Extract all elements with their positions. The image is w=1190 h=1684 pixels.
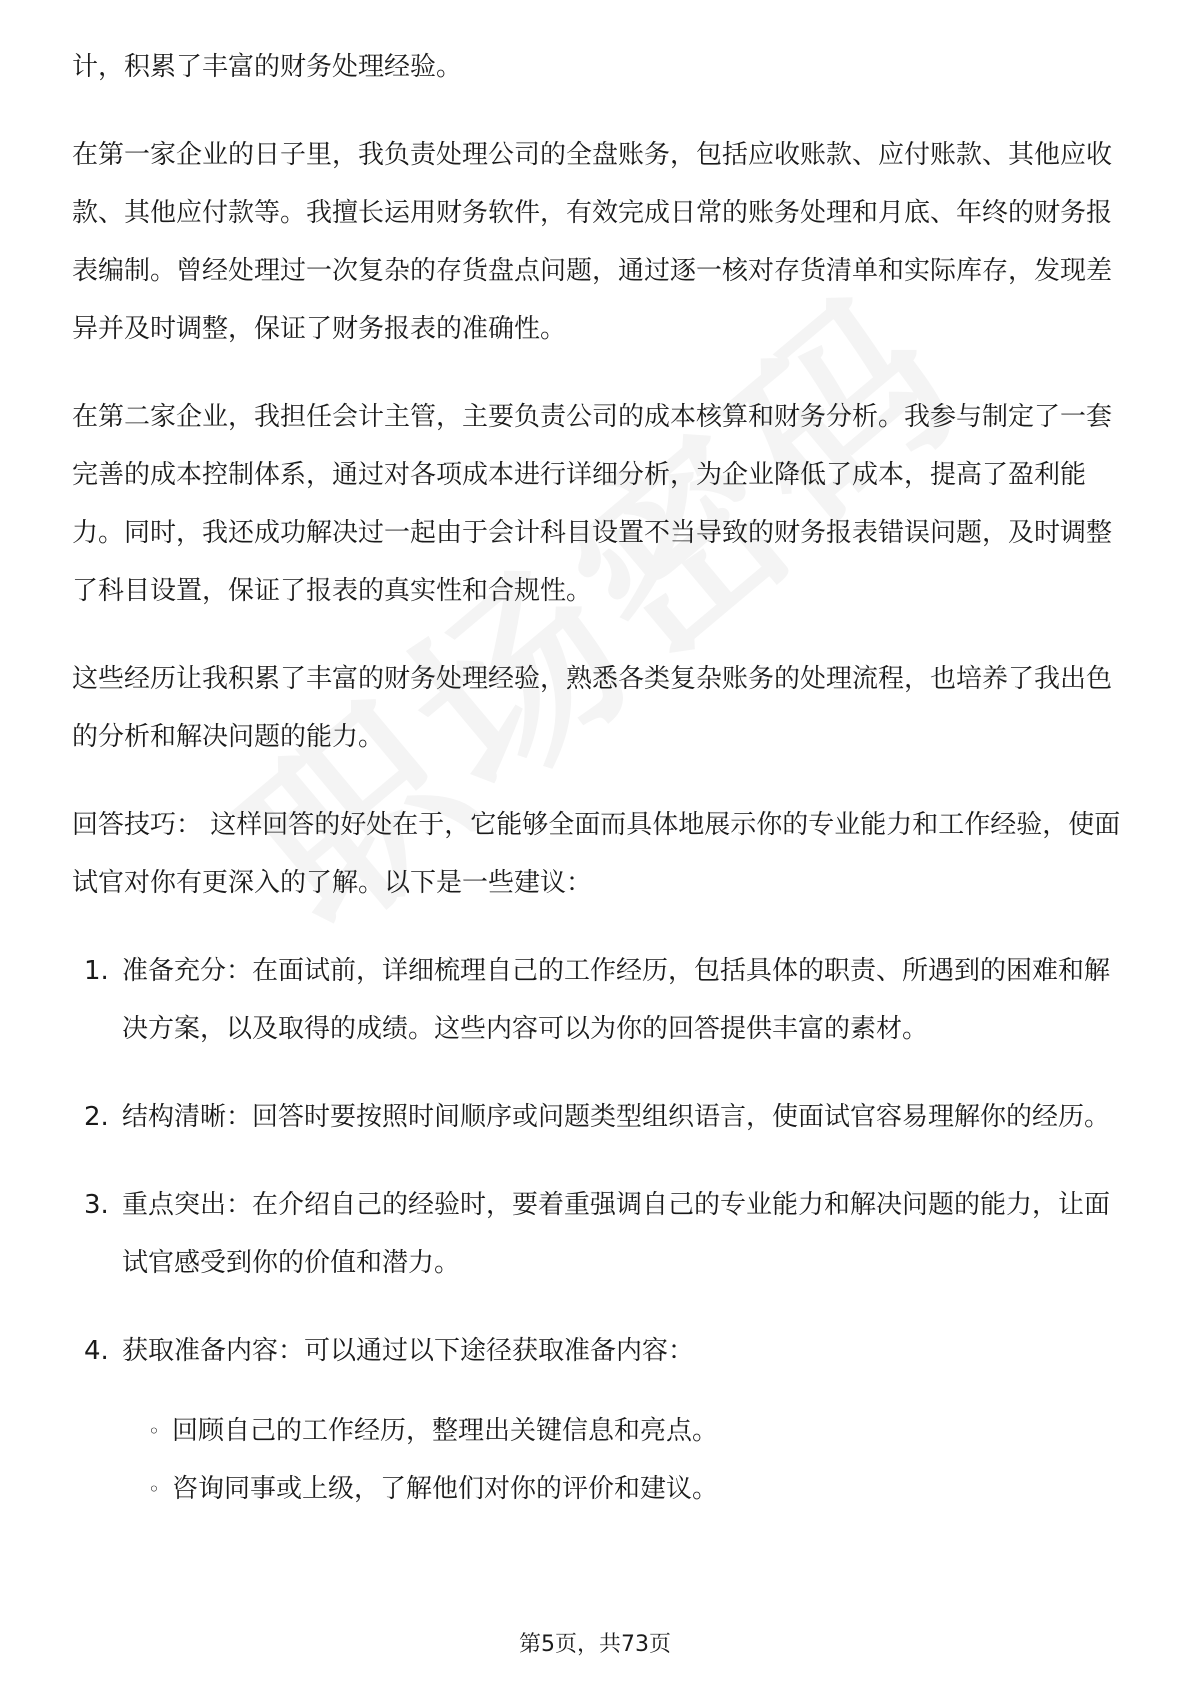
sub-list-item (122, 1402, 1132, 1460)
list-item (72, 1176, 1132, 1292)
list-number: 1. (84, 956, 109, 986)
list-number: 4. (84, 1336, 109, 1366)
list-item-text: 重点突出：在介绍自己的经验时，要着重强调自己的专业能力和解决问题的能力，让面试官感受到你的价值和潜力。 (122, 1190, 1111, 1278)
paragraph-second-company: 在第二家企业，我担任会计主管，主要负责公司的成本核算和财务分析。我参与制定了一套完善的成本控制体系，通过对各项成本进行详细分析，为企业降低了成本，提高了盈利能力。同时，我还成功解决过一起由于会计科目设置不当导致的财务报表错误问题，及时调整了科目设置，保证了报表的真实性和合规性。 (72, 402, 1113, 606)
list-number: 3. (84, 1190, 109, 1220)
list-item-text: 准备充分：在面试前，详细梳理自己的工作经历，包括具体的职责、所遇到的困难和解决方案，以及取得的成绩。这些内容可以为你的回答提供丰富的素材。 (122, 956, 1111, 1044)
list-item (72, 1322, 1132, 1518)
list-item-text: 获取准备内容：可以通过以下途径获取准备内容： (122, 1336, 695, 1366)
paragraph-answer-tips: 回答技巧： 这样回答的好处在于，它能够全面而具体地展示你的专业能力和工作经验，使面试官对你有更深入的了解。以下是一些建议： (72, 810, 1121, 898)
paragraph-first-company: 在第一家企业的日子里，我负责处理公司的全盘账务，包括应收账款、应付账款、其他应收款、其他应付款等。我擅长运用财务软件，有效完成日常的账务处理和月底、年终的财务报表编制。曾经处理过一次复杂的存货盘点问题，通过逐一核对存货清单和实际库存，发现差异并及时调整，保证了财务报表的准确性。 (72, 140, 1113, 344)
sub-list-item-text: 回顾自己的工作经历，整理出关键信息和亮点。 (172, 1416, 719, 1446)
list-item (72, 1088, 1132, 1146)
bullet-icon: ◦ (148, 1419, 160, 1443)
sub-list (122, 1402, 1132, 1518)
document-body (72, 38, 1132, 1548)
list-number: 2. (84, 1102, 109, 1132)
page-footer: 第5页，共73页 (519, 1632, 671, 1657)
list-item-text: 结构清晰：回答时要按照时间顺序或问题类型组织语言，使面试官容易理解你的经历。 (122, 1102, 1111, 1132)
sub-list-item-text: 咨询同事或上级，了解他们对你的评价和建议。 (172, 1474, 719, 1504)
sub-list-item (122, 1460, 1132, 1518)
paragraph-summary: 这些经历让我积累了丰富的财务处理经验，熟悉各类复杂账务的处理流程，也培养了我出色的分析和解决问题的能力。 (72, 664, 1113, 752)
list-item (72, 942, 1132, 1058)
tips-list (72, 942, 1132, 1518)
paragraph-continuation: 计，积累了丰富的财务处理经验。 (72, 52, 463, 82)
bullet-icon: ◦ (148, 1477, 160, 1501)
